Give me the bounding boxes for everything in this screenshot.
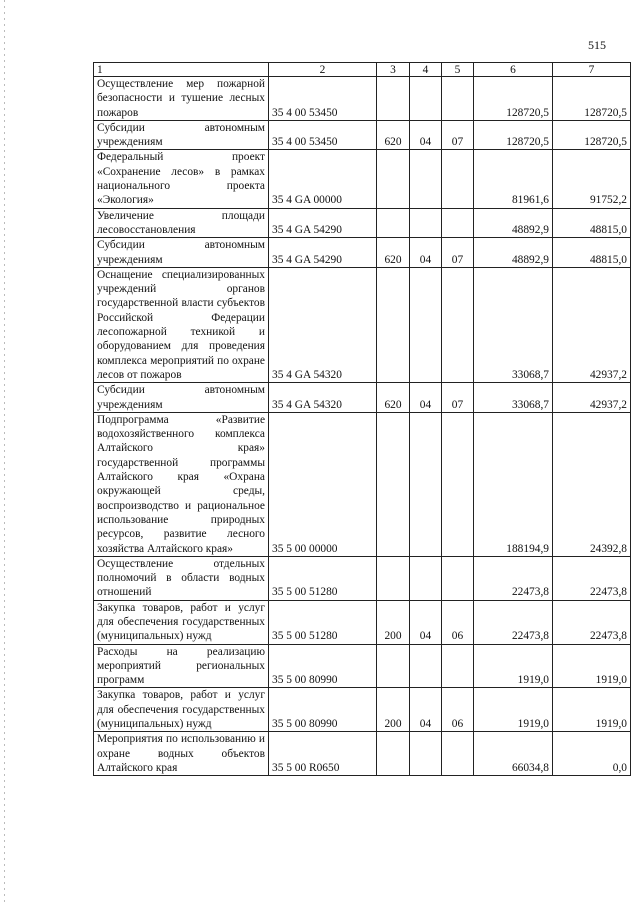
row-subsection: 07: [442, 383, 474, 413]
budget-table: [93, 62, 631, 776]
table-row: [94, 600, 631, 644]
header-col-1: 1: [94, 63, 269, 77]
header-col-7: 7: [553, 63, 631, 77]
margin-binding-marks: [4, 0, 5, 904]
table-row: [94, 120, 631, 150]
row-section: [410, 644, 442, 688]
row-expense-type: 200: [377, 688, 410, 732]
row-section: [410, 267, 442, 382]
row-name: Оснащение специализированных учреждений органов государственной власти субъектов Российской Федерации лесопожарной техникой и оборудованием для проведения комплекса мероприятий по охране лесов от пожаров: [94, 267, 269, 382]
row-sum-year-1: 1919,0: [474, 644, 553, 688]
row-code: 35 4 00 53450: [269, 77, 377, 121]
row-expense-type: 620: [377, 120, 410, 150]
row-code: 35 4 GA 54320: [269, 383, 377, 413]
table-row: [94, 732, 631, 776]
row-section: 04: [410, 238, 442, 268]
row-sum-year-1: 128720,5: [474, 120, 553, 150]
row-sum-year-1: 48892,9: [474, 208, 553, 238]
row-sum-year-2: 42937,2: [553, 383, 631, 413]
row-code: 35 5 00 51280: [269, 600, 377, 644]
row-section: 04: [410, 383, 442, 413]
table-row: [94, 77, 631, 121]
row-expense-type: [377, 644, 410, 688]
header-col-3: 3: [377, 63, 410, 77]
row-name: Увеличение площади лесовосстановления: [94, 208, 269, 238]
row-sum-year-2: 128720,5: [553, 77, 631, 121]
row-subsection: [442, 556, 474, 600]
row-expense-type: [377, 267, 410, 382]
row-section: [410, 732, 442, 776]
row-section: 04: [410, 600, 442, 644]
row-sum-year-1: 128720,5: [474, 77, 553, 121]
row-code: 35 5 00 80990: [269, 644, 377, 688]
row-subsection: 07: [442, 120, 474, 150]
row-subsection: 07: [442, 238, 474, 268]
row-name: Осуществление мер пожарной безопасности и тушение лесных пожаров: [94, 77, 269, 121]
row-sum-year-2: 1919,0: [553, 644, 631, 688]
table-row: [94, 383, 631, 413]
row-sum-year-1: 188194,9: [474, 412, 553, 556]
row-section: 04: [410, 688, 442, 732]
row-section: [410, 556, 442, 600]
row-sum-year-2: 22473,8: [553, 556, 631, 600]
row-name: Расходы на реализацию мероприятий региональных программ: [94, 644, 269, 688]
row-subsection: [442, 208, 474, 238]
row-expense-type: [377, 412, 410, 556]
row-sum-year-2: 0,0: [553, 732, 631, 776]
row-sum-year-1: 22473,8: [474, 556, 553, 600]
row-sum-year-2: 128720,5: [553, 120, 631, 150]
row-subsection: 06: [442, 688, 474, 732]
row-section: [410, 150, 442, 208]
row-name: Закупка товаров, работ и услуг для обеспечения государственных (муниципальных) нужд: [94, 688, 269, 732]
row-name: Мероприятия по использованию и охране водных объектов Алтайского края: [94, 732, 269, 776]
row-name: Осуществление отдельных полномочий в области водных отношений: [94, 556, 269, 600]
table-body: [94, 77, 631, 776]
table-row: [94, 267, 631, 382]
row-expense-type: [377, 556, 410, 600]
row-sum-year-2: 42937,2: [553, 267, 631, 382]
table-row: [94, 644, 631, 688]
row-sum-year-2: 1919,0: [553, 688, 631, 732]
row-name: Субсидии автономным учреждениям: [94, 120, 269, 150]
row-section: [410, 77, 442, 121]
row-expense-type: 620: [377, 383, 410, 413]
table-row: [94, 688, 631, 732]
row-sum-year-2: 22473,8: [553, 600, 631, 644]
row-expense-type: [377, 732, 410, 776]
header-col-6: 6: [474, 63, 553, 77]
header-col-5: 5: [442, 63, 474, 77]
row-name: Закупка товаров, работ и услуг для обеспечения государственных (муниципальных) нужд: [94, 600, 269, 644]
row-code: 35 5 00 80990: [269, 688, 377, 732]
row-subsection: [442, 77, 474, 121]
row-name: Субсидии автономным учреждениям: [94, 383, 269, 413]
row-name: Субсидии автономным учреждениям: [94, 238, 269, 268]
row-sum-year-1: 1919,0: [474, 688, 553, 732]
row-code: 35 4 GA 54290: [269, 208, 377, 238]
header-row: [94, 63, 631, 77]
row-expense-type: [377, 77, 410, 121]
row-code: 35 4 00 53450: [269, 120, 377, 150]
row-code: 35 4 GA 54320: [269, 267, 377, 382]
table-row: [94, 238, 631, 268]
row-sum-year-2: 24392,8: [553, 412, 631, 556]
row-expense-type: 200: [377, 600, 410, 644]
row-name: Подпрограмма «Развитие водохозяйственного комплекса Алтайского края» государственной программы Алтайского края «Охрана окружающей среды, воспроизводство и рациональное использование природных ресурсов, развитие лесного хозяйства Алтайского края»: [94, 412, 269, 556]
row-subsection: [442, 412, 474, 556]
table-row: [94, 150, 631, 208]
row-sum-year-1: 48892,9: [474, 238, 553, 268]
row-sum-year-1: 66034,8: [474, 732, 553, 776]
row-subsection: [442, 150, 474, 208]
row-code: 35 5 00 00000: [269, 412, 377, 556]
row-code: 35 4 GA 00000: [269, 150, 377, 208]
row-section: 04: [410, 120, 442, 150]
header-col-2: 2: [269, 63, 377, 77]
row-subsection: 06: [442, 600, 474, 644]
row-expense-type: [377, 150, 410, 208]
page-number: 515: [588, 38, 606, 52]
row-code: 35 5 00 51280: [269, 556, 377, 600]
row-sum-year-1: 22473,8: [474, 600, 553, 644]
row-sum-year-2: 91752,2: [553, 150, 631, 208]
row-sum-year-2: 48815,0: [553, 238, 631, 268]
row-expense-type: [377, 208, 410, 238]
row-expense-type: 620: [377, 238, 410, 268]
row-section: [410, 412, 442, 556]
row-name: Федеральный проект «Сохранение лесов» в рамках национального проекта «Экология»: [94, 150, 269, 208]
row-sum-year-1: 33068,7: [474, 267, 553, 382]
header-col-4: 4: [410, 63, 442, 77]
row-sum-year-2: 48815,0: [553, 208, 631, 238]
row-sum-year-1: 81961,6: [474, 150, 553, 208]
table-row: [94, 412, 631, 556]
row-code: 35 5 00 R0650: [269, 732, 377, 776]
table-row: [94, 556, 631, 600]
row-subsection: [442, 267, 474, 382]
table-row: [94, 208, 631, 238]
row-section: [410, 208, 442, 238]
row-sum-year-1: 33068,7: [474, 383, 553, 413]
row-subsection: [442, 644, 474, 688]
row-code: 35 4 GA 54290: [269, 238, 377, 268]
row-subsection: [442, 732, 474, 776]
